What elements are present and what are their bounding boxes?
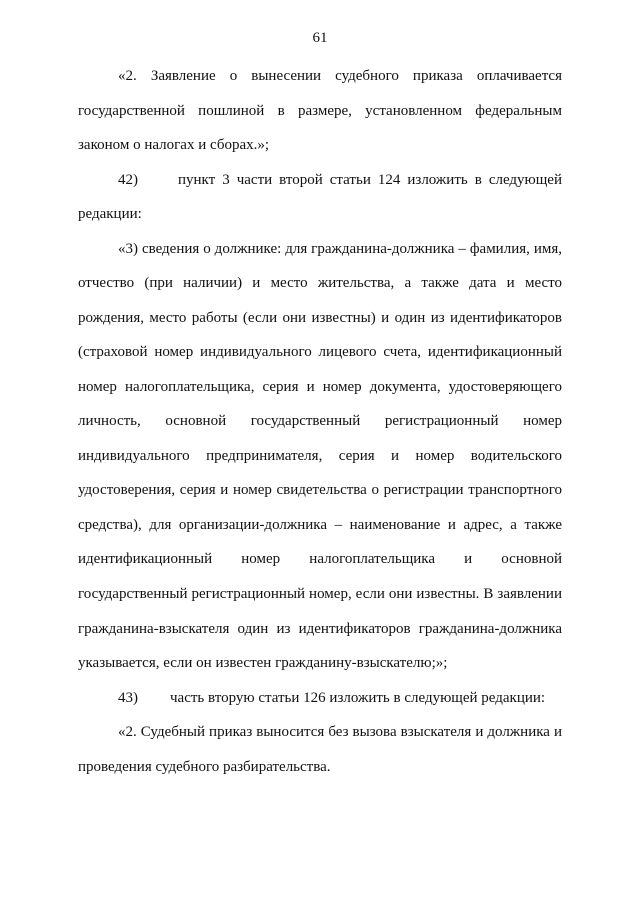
paragraph-line: индивидуального предпринимателя, серия и номер водительского [78,448,562,464]
list-item-text: часть вторую статьи 126 изложить в следующей редакции: [170,690,546,706]
paragraph-line: «2. Судебный приказ выносится без вызова взыскателя и должника и [118,724,562,740]
paragraph-line: рождения, место работы (если они известны) и один из идентификаторов [78,310,562,326]
paragraph-line: удостоверения, серия и номер свидетельства о регистрации транспортного [78,482,562,498]
paragraph-line: «3) сведения о должнике: для гражданина-должника – фамилия, имя, [118,241,562,257]
list-item-text: пункт 3 части второй статьи 124 изложить в следующей [178,172,562,188]
paragraph-line: отчество (при наличии) и место жительства, а также дата и место [78,275,562,291]
paragraph-line: редакции: [78,206,142,222]
paragraph-line: гражданина-взыскателя один из идентификаторов гражданина-должника [78,621,562,637]
paragraph-line: средства), для организации-должника – наименование и адрес, а также [78,517,562,533]
list-item-number: 43) [118,690,138,706]
list-item-number: 42) [118,172,138,188]
paragraph-line: идентификационный номер налогоплательщика и основной [78,551,562,567]
page-number: 61 [312,30,328,46]
paragraph-line: (страховой номер индивидуального лицевого счета, идентификационный [78,344,562,360]
paragraph-line: проведения судебного разбирательства. [78,759,331,775]
paragraph-line: личность, основной государственный регистрационный номер [78,413,562,429]
paragraph-line: государственной пошлиной в размере, установленном федеральным [78,103,562,119]
paragraph-line: номер налогоплательщика, серия и номер документа, удостоверяющего [78,379,562,395]
paragraph-line: «2. Заявление о вынесении судебного приказа оплачивается [118,68,562,84]
paragraph-line: законом о налогах и сборах.»; [78,137,270,153]
paragraph-line: указывается, если он известен гражданину-взыскателю;»; [78,655,448,671]
paragraph-line: государственный регистрационный номер, если они известны. В заявлении [78,586,562,602]
